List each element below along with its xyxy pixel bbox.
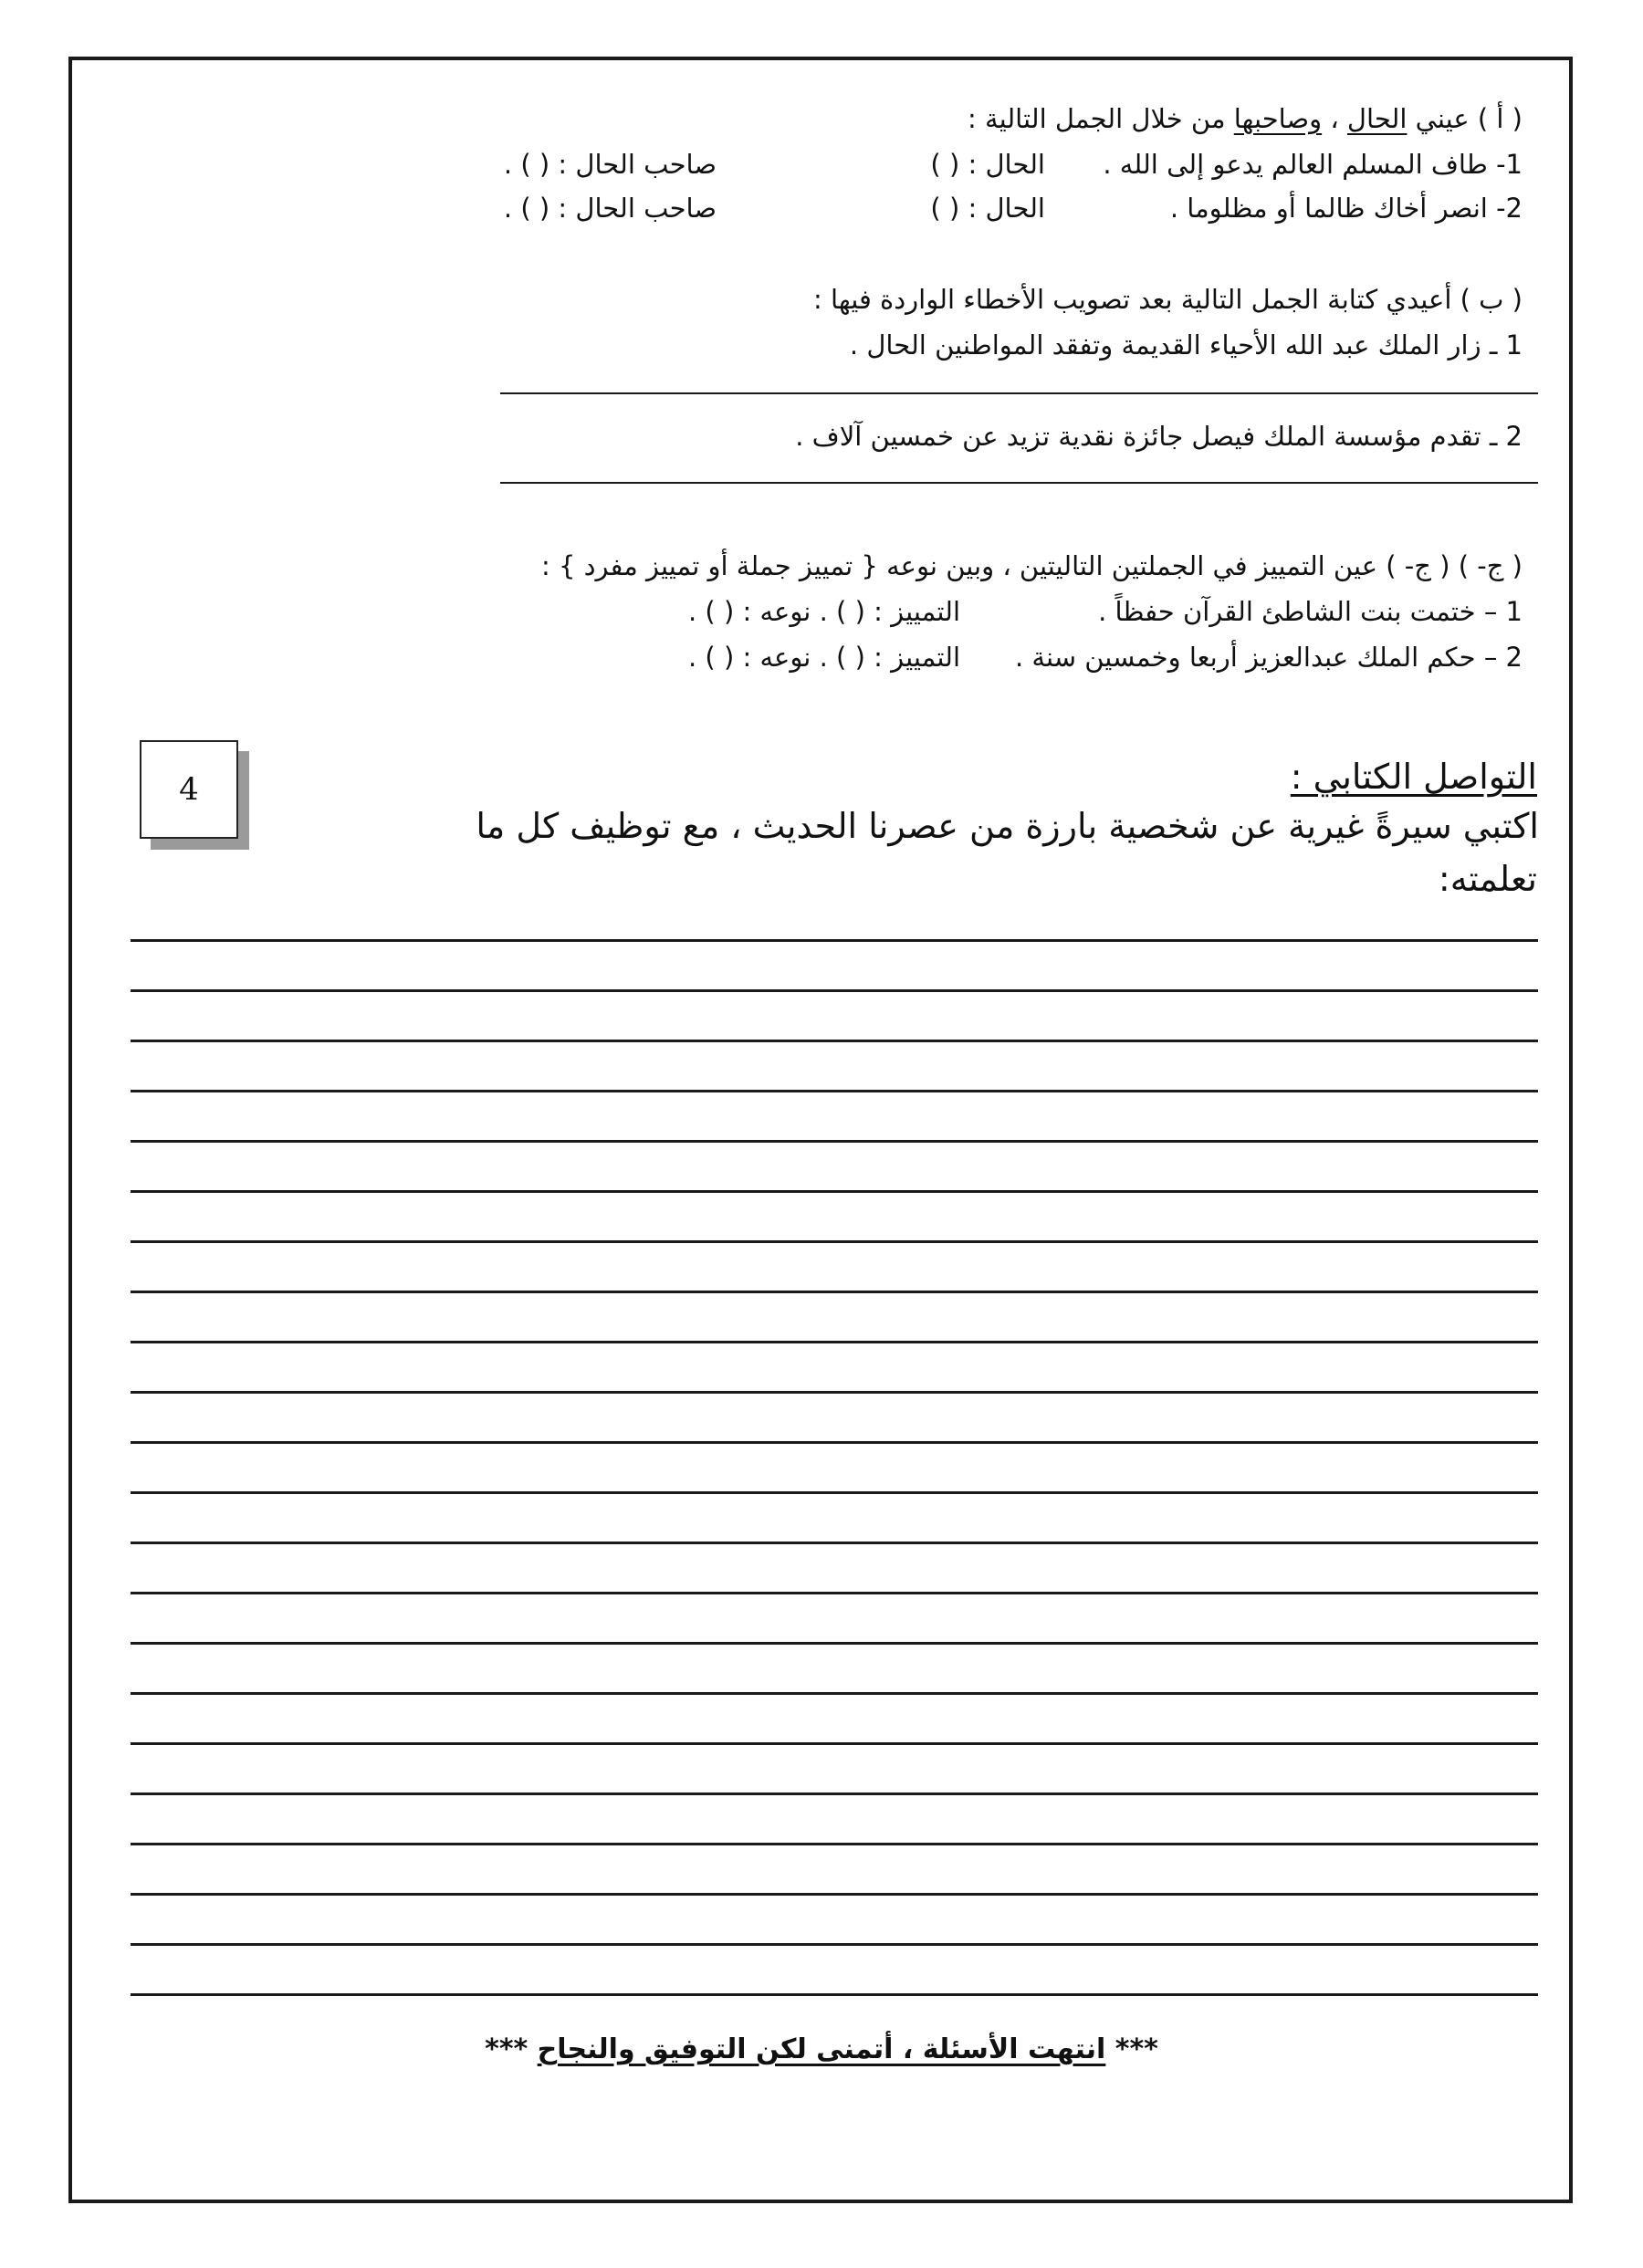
writing-line[interactable] (131, 1893, 1538, 1896)
section-a-q1-sahib[interactable]: صاحب الحال : ( ) . (503, 149, 717, 180)
writing-line[interactable] (131, 939, 1538, 942)
writing-line[interactable] (131, 1993, 1538, 1996)
page-border (68, 57, 1573, 2203)
writing-line[interactable] (131, 989, 1538, 992)
writing-line[interactable] (131, 1140, 1538, 1143)
section-c-q1-sentence: 1 – ختمت بنت الشاطئ القرآن حفظاً . (1098, 596, 1523, 627)
writing-line[interactable] (131, 1240, 1538, 1243)
section-b-title: ( ب ) أعيدي كتابة الجمل التالية بعد تصويب الأخطاء الواردة فيها : (813, 284, 1523, 315)
section-a-hal-word: الحال (1346, 103, 1408, 134)
writing-line[interactable] (131, 1341, 1538, 1343)
writing-line[interactable] (131, 1291, 1538, 1293)
section-a-q1-hal[interactable]: الحال : ( ) (930, 149, 1045, 180)
closing-message (0, 2033, 1643, 2065)
writing-line[interactable] (131, 1792, 1538, 1795)
section-c-q2-tamyeez[interactable]: التمييز : ( ) . نوعه : ( ) . (687, 642, 960, 673)
writing-heading: التواصل الكتابي : (1290, 757, 1537, 797)
footer-text: انتهت الأسئلة ، أتمنى لكن التوفيق والنجاح (537, 2033, 1106, 2065)
section-a-q1-sentence: 1- طاف المسلم العالم يدعو إلى الله . (1103, 149, 1523, 180)
score-value: 4 (179, 771, 199, 808)
writing-prompt-line1: اكتبي سيرةً غيرية عن شخصية بارزة من عصرنا الحديث ، مع توظيف كل ما (476, 806, 1539, 846)
writing-line[interactable] (131, 1592, 1538, 1594)
writing-line[interactable] (131, 1040, 1538, 1042)
writing-line[interactable] (131, 1843, 1538, 1845)
writing-line[interactable] (131, 1692, 1538, 1695)
section-a-title (968, 102, 1523, 135)
section-a-q2-hal[interactable]: الحال : ( ) (930, 193, 1045, 224)
section-b-q2: 2 ـ تقدم مؤسسة الملك فيصل جائزة نقدية تزيد عن خمسين آلاف . (795, 421, 1523, 452)
writing-line[interactable] (131, 1943, 1538, 1946)
writing-line[interactable] (131, 1742, 1538, 1745)
writing-line[interactable] (131, 1642, 1538, 1645)
writing-prompt-line2: تعلمته: (1438, 859, 1537, 899)
writing-line[interactable] (131, 1190, 1538, 1193)
section-a-rest: من خلال الجمل التالية : (968, 103, 1234, 134)
section-a-separator: ، (1322, 103, 1347, 134)
section-c-title: ( ج- ) ( ج- ) عين التمييز في الجملتين التاليتين ، وبين نوعه { تمييز جملة أو تمييز مفرد } : (540, 550, 1523, 581)
section-b-q1-answer-line[interactable] (500, 392, 1538, 394)
writing-line[interactable] (131, 1090, 1538, 1092)
section-c-q2-sentence: 2 – حكم الملك عبدالعزيز أربعا وخمسين سنة . (1014, 642, 1523, 673)
writing-line[interactable] (131, 1542, 1538, 1544)
section-c-q1-tamyeez[interactable]: التمييز : ( ) . نوعه : ( ) . (687, 596, 960, 627)
section-a-q2-sentence: 2- انصر أخاك ظالما أو مظلوما . (1169, 193, 1523, 224)
footer-stars-left: *** (485, 2033, 528, 2065)
section-a-sahib-word: وصاحبها (1233, 103, 1323, 134)
section-b-q1: 1 ـ زار الملك عبد الله الأحياء القديمة وتفقد المواطنين الحال . (849, 329, 1523, 361)
writing-line[interactable] (131, 1491, 1538, 1494)
writing-line[interactable] (131, 1391, 1538, 1394)
writing-line[interactable] (131, 1441, 1538, 1444)
section-a-q2-sahib[interactable]: صاحب الحال : ( ) . (503, 193, 717, 224)
footer-stars-right: *** (1115, 2033, 1158, 2065)
score-box (140, 740, 238, 839)
section-a-label: ( أ ) عيني (1415, 103, 1523, 134)
section-b-q2-answer-line[interactable] (500, 482, 1538, 484)
